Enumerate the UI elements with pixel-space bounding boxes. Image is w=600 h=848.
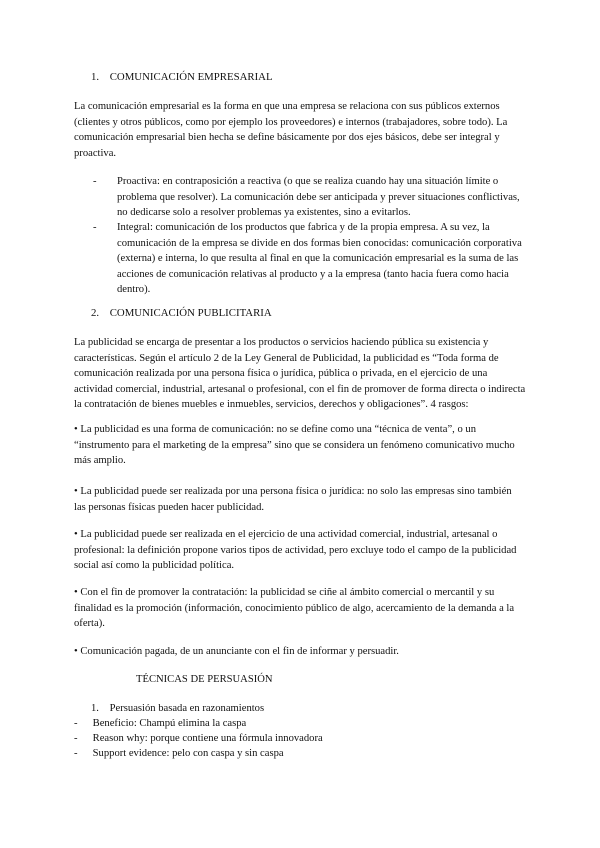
section-2-point-3: • La publicidad puede ser realizada en el ejercicio de una actividad comercial, industrial, artesanal o profesional: la definición propone varios tipos de actividad, pero excluye todo el campo de la publicidad social así como la publicidad política. (74, 529, 517, 571)
item-text: Beneficio: Champú elimina la caspa (92, 718, 247, 729)
section-2-point-1: • La publicidad es una forma de comunicación: no se define como una “técnica de venta”, o un “instrumento para el marketing de la empresa” sino que se considera un fenómeno comunicativo mucho más amplio. (74, 424, 515, 466)
section-2-title: COMUNICACIÓN PUBLICITARIA (109, 307, 272, 319)
item-text: Reason why: porque contiene una fórmula innovadora (92, 733, 323, 744)
item-dash: - (74, 748, 78, 759)
persuasion-item-support-evidence (74, 746, 284, 762)
section-2-heading (91, 306, 272, 322)
section-1-title: COMUNICACIÓN EMPRESARIAL (109, 71, 273, 83)
section-1-number: 1. (91, 71, 100, 83)
bullet-dash: - (93, 222, 97, 233)
item-dash: - (74, 718, 78, 729)
persuasion-sub-number: 1. (91, 703, 99, 714)
section-2-number: 2. (91, 307, 100, 319)
section-1-intro: La comunicación empresarial es la forma en que una empresa se relaciona con sus públicos externos (clientes y otros públicos, como por ejemplo los proveedores) e internos (trabajadores, sobre todo). La comunicación empresarial bien hecha se define básicamente por dos ejes básicos, debe ser integral y proactiva. (74, 101, 508, 159)
section-1-bullet-proactiva (93, 174, 526, 221)
persuasion-title: TÉCNICAS DE PERSUASIÓN (136, 674, 273, 685)
persuasion-item-reason-why (74, 731, 323, 747)
section-1-heading (91, 70, 273, 86)
section-1-bullet-integral (93, 220, 526, 298)
section-2-point-2: • La publicidad puede ser realizada por una persona física o jurídica: no solo las empresas sino también las personas físicas pueden hacer publicidad. (74, 486, 512, 513)
bullet-text: Integral: comunicación de los productos que fabrica y de la propia empresa. A su vez, la comunicación de la empresa se divide en dos formas bien conocidas: comunicación corporativa (externa) e interna, lo que resulta al final en que la comunicación empresarial es la suma de las acciones de comunicación relativas al producto y a la empresa (tanto hacia fuera como hacia dentro). (117, 222, 522, 295)
persuasion-sub-title: Persuasión basada en razonamientos (109, 703, 265, 714)
section-2-point-4: • Con el fin de promover la contratación: la publicidad se ciñe al ámbito comercial o mercantil y su finalidad es la promoción (información, conocimiento público de algo, acercamiento de la demanda a la oferta). (74, 587, 515, 629)
persuasion-item-beneficio (74, 716, 246, 732)
bullet-text: Proactiva: en contraposición a reactiva (o que se realiza cuando hay una situación límite o problema que resolver). La comunicación debe ser anticipada y prever situaciones conflictivas, no dedicarse solo a resolver problemas ya existentes, sino a evitarlos. (117, 176, 520, 218)
section-2-point-5: • Comunicación pagada, de un anunciante con el fin de informar y persuadir. (74, 646, 399, 657)
item-text: Support evidence: pelo con caspa y sin caspa (92, 748, 284, 759)
section-2-intro: La publicidad se encarga de presentar a los productos o servicios haciendo pública su existencia y características. Según el artículo 2 de la Ley General de Publicidad, la publicidad es “Toda forma de comunicación realizada por una persona física o jurídica, pública o privada, en el ejercicio de una actividad comercial, industrial, artesanal o profesional, con el fin de promover de forma directa o indirecta la contratación de bienes muebles e inmuebles, servicios, derechos y obligaciones”. 4 rasgos: (74, 337, 526, 410)
item-dash: - (74, 733, 78, 744)
bullet-dash: - (93, 176, 97, 187)
persuasion-subheading (91, 701, 264, 717)
